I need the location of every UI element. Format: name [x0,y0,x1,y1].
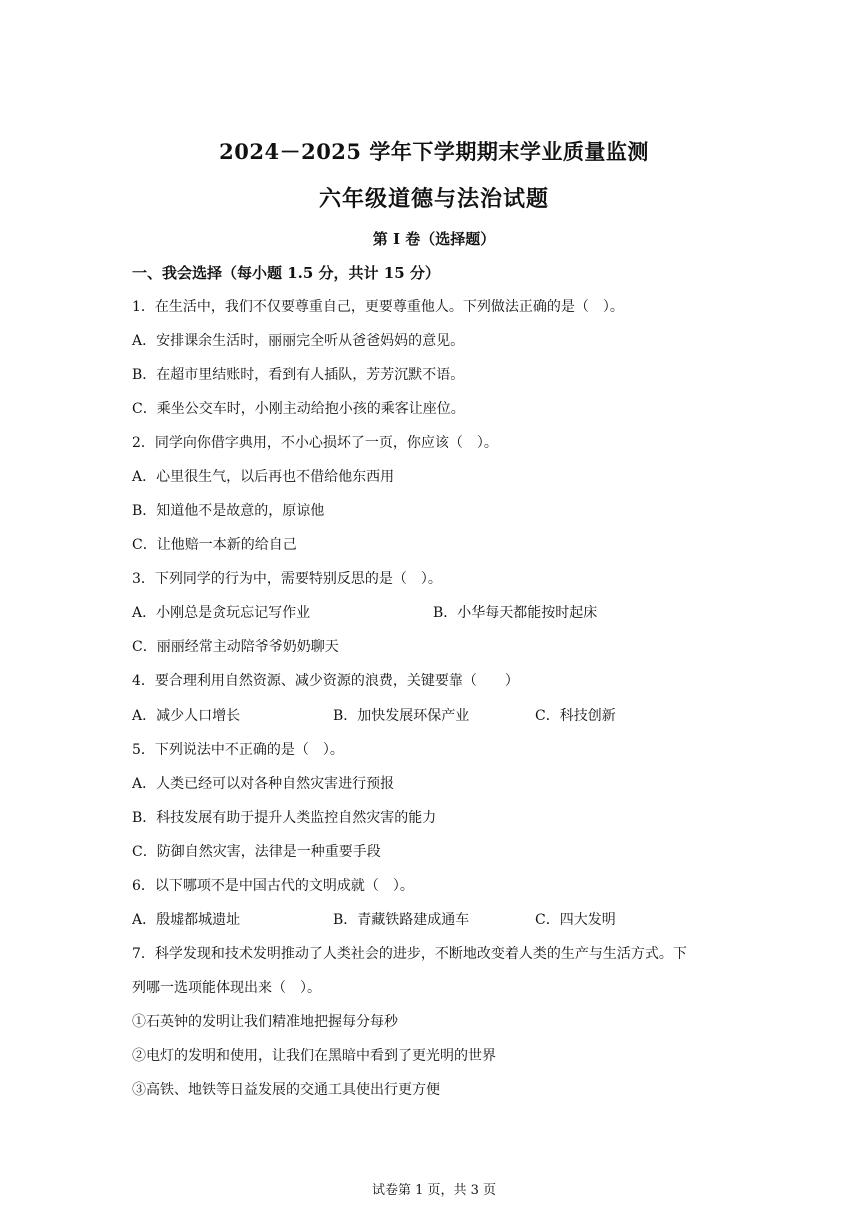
question-1-option-b: B．在超市里结账时，看到有人插队，芳芳沉默不语。 [132,367,465,383]
question-7-item-2: ②电灯的发明和使用，让我们在黑暗中看到了更光明的世界 [132,1048,496,1064]
page-footer: 试卷第 1 页，共 3 页 [371,1183,497,1198]
question-4-stem: 4．要合理利用自然资源、减少资源的浪费，关键要靠（ ） [132,673,519,689]
question-3-option-a: A．小刚总是贪玩忘记写作业 [132,605,311,621]
question-3-option-c: C．丽丽经常主动陪爷爷奶奶聊天 [132,639,339,655]
question-5-option-a: A．人类已经可以对各种自然灾害进行预报 [132,776,395,792]
question-5-option-b: B．科技发展有助于提升人类监控自然灾害的能力 [132,810,437,826]
question-7-item-3: ③高铁、地铁等日益发展的交通工具使出行更方便 [132,1082,440,1098]
question-1-option-c: C．乘坐公交车时，小刚主动给抱小孩的乘客让座位。 [132,401,465,417]
question-6-option-c: C．四大发明 [535,912,616,928]
question-3-option-b: B．小华每天都能按时起床 [433,605,598,621]
question-2-stem: 2．同学向你借字典用，不小心损坏了一页，你应该（ ）。 [132,435,498,451]
question-6-option-a: A．殷墟都城遗址 [132,912,241,928]
question-6-option-b: B．青藏铁路建成通车 [333,912,470,928]
question-6-stem: 6．以下哪项不是中国古代的文明成就（ ）。 [132,878,414,894]
question-3-stem: 3．下列同学的行为中，需要特别反思的是（ ）。 [132,571,442,587]
question-7-stem-continued: 列哪一选项能体现出来（ ）。 [132,980,321,996]
question-7-stem: 7．科学发现和技术发明推动了人类社会的进步，不断地改变着人类的生产与生活方式。下 [132,946,687,962]
question-2-option-c: C．让他赔一本新的给自己 [132,537,297,553]
question-5-option-c: C．防御自然灾害，法律是一种重要手段 [132,844,381,860]
exam-subject-title: 六年级道德与法治试题 [318,186,549,212]
exam-title: 2024－2025 学年下学期期末学业质量监测 [219,139,649,164]
section-heading: 一、我会选择（每小题 1.5 分，共计 15 分） [132,264,440,282]
question-5-stem: 5．下列说法中不正确的是（ ）。 [132,742,344,758]
question-4-option-c: C．科技创新 [535,708,616,724]
question-4-option-a: A．减少人口增长 [132,708,241,724]
question-4-option-b: B．加快发展环保产业 [333,708,470,724]
question-1-option-a: A．安排课余生活时，丽丽完全听从爸爸妈妈的意见。 [132,333,465,349]
volume-label: 第 I 卷（选择题） [372,230,496,248]
question-2-option-a: A．心里很生气，以后再也不借给他东西用 [132,469,395,485]
question-1-stem: 1．在生活中，我们不仅要尊重自己，更要尊重他人。下列做法正确的是（ ）。 [132,299,624,315]
question-2-option-b: B．知道他不是故意的，原谅他 [132,503,325,519]
question-7-item-1: ①石英钟的发明让我们精准地把握每分每秒 [132,1014,398,1030]
